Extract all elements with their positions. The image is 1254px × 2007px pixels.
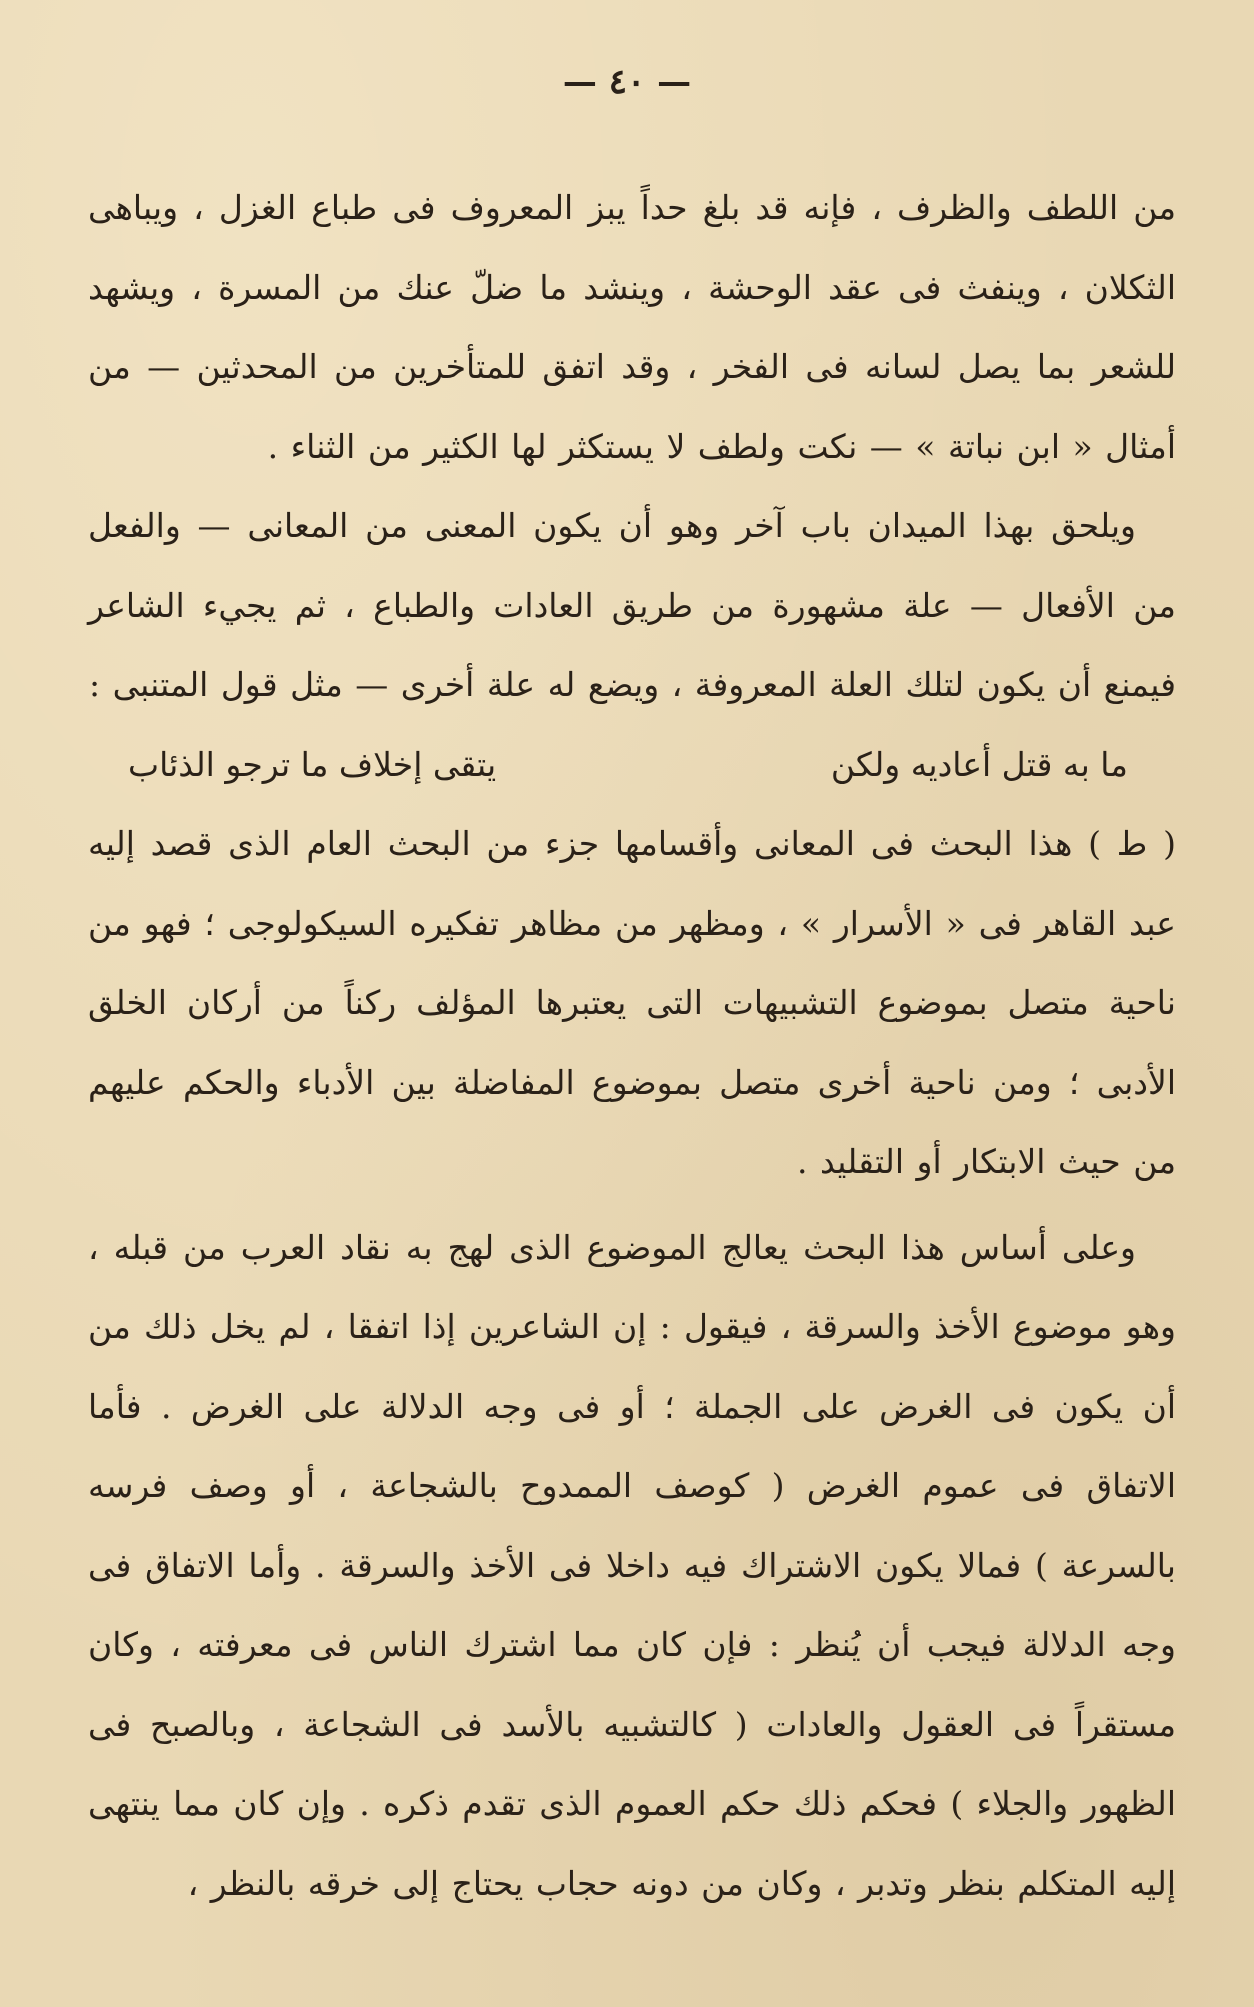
paragraph-4: وعلى أساس هذا البحث يعالج الموضوع الذى لهج به نقاد العرب من قبله ، وهو موضوع الأخذ والسرقة ، فيقول : إن الشاعرين إذا اتفقا ، لم يخل ذلك من أن يكون فى الغرض على الجملة ؛ أو فى وجه الدلالة على الغرض . فأما الاتفاق فى عموم الغرض ( كوصف الممدوح بالشجاعة ، أو وصف فرسه بالسرعة ) فمالا يكون الاشتراك فيه داخلا فى الأخذ والسرقة . وأما الاتفاق فى وجه الدلالة فيجب أن يُنظر : فإن كان مما اشترك الناس فى معرفته ، وكان مستقراً فى العقول والعادات ( كالتشبيه بالأسد فى الشجاعة ، وبالصبح فى الظهور والجلاء ) فحكم ذلك حكم العموم الذى تقدم ذكره . وإن كان مما ينتهى إليه المتكلم بنظر وتدبر ، وكان من دونه حجاب يحتاج إلى خرقه بالنظر ، xyxy=(88,1227,1176,1903)
page-number: — ٤٠ — xyxy=(562,62,692,102)
poetry-verse xyxy=(88,725,1176,805)
paragraph-1: من اللطف والظرف ، فإنه قد بلغ حداً يبز المعروف فى طباع الغزل ، ويباهى الثكلان ، وينفث فى عقد الوحشة ، وينشد ما ضلّ عنك من المسرة ، ويشهد للشعر بما يصل لسانه فى الفخر ، وقد اتفق للمتأخرين من المحدثين — من أمثال « ابن نباتة » — نكت ولطف لا يستكثر لها الكثير من الثناء . xyxy=(88,188,1177,466)
page-body xyxy=(88,168,1176,1967)
verse-second-hemistich: يتقى إخلاف ما ترجو الذئاب xyxy=(128,744,497,784)
paragraph-3: ( ط ) هذا البحث فى المعانى وأقسامها جزء من البحث العام الذى قصد إليه عبد القاهر فى « الأسرار » ، ومظهر من مظاهر تفكيره السيكولوجى ؛ فهو من ناحية متصل بموضوع التشبيهات التى يعتبرها المؤلف ركناً من أركان الخلق الأدبى ؛ ومن ناحية أخرى متصل بموضوع المفاضلة بين الأدباء والحكم عليهم من حيث الابتكار أو التقليد . xyxy=(88,824,1176,1181)
paragraph-2: ويلحق بهذا الميدان باب آخر وهو أن يكون المعنى من المعانى — والفعل من الأفعال — علة مشهورة من طريق العادات والطباع ، ثم يجيء الشاعر فيمنع أن يكون لتلك العلة المعروفة ، ويضع له علة أخرى — مثل قول المتنبى : xyxy=(88,506,1176,704)
verse-first-hemistich: ما به قتل أعاديه ولكن xyxy=(830,744,1128,784)
